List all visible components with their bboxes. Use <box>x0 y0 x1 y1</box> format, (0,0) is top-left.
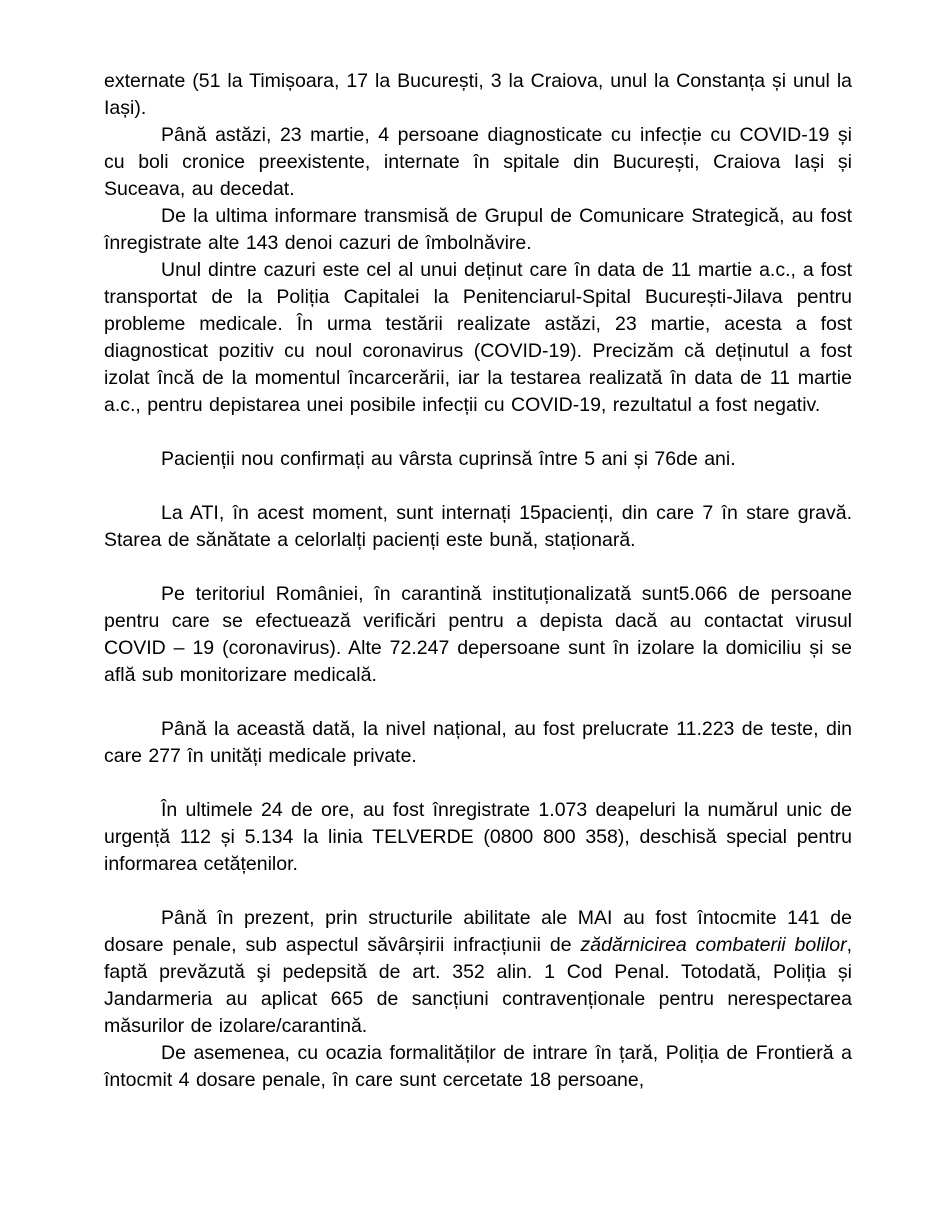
paragraph-detinut: Unul dintre cazuri este cel al unui deținut care în data de 11 martie a.c., a fost transportat de la Poliția Capitalei la Penitenciarul-Spital București-Jilava pentru probleme medicale. În urma testării realizate astăzi, 23 martie, acesta a fost diagnosticat pozitiv cu noul coronavirus (COVID-19). Precizăm că deținutul a fost izolat încă de la momentul încarcerării, iar la testarea realizată în data de 11 martie a.c., pentru depistarea unei posibile infecții cu COVID-19, rezultatul a fost negativ. <box>104 259 852 416</box>
paragraph-apeluri: În ultimele 24 de ore, au fost înregistrate 1.073 deapeluri la numărul unic de urgență 112 și 5.134 la linia TELVERDE (0800 800 358), deschisă special pentru informarea cetățenilor. <box>104 799 852 875</box>
paragraph-teste: Până la această dată, la nivel național, au fost prelucrate 11.223 de teste, din care 277 în unități medicale private. <box>104 718 852 767</box>
paragraph-cazuri-noi: De la ultima informare transmisă de Grupul de Comunicare Strategică, au fost înregistrate alte 143 denoi cazuri de îmbolnăvire. <box>104 205 852 254</box>
paragraph-ati: La ATI, în acest moment, sunt internați 15pacienți, din care 7 în stare gravă. Starea de sănătate a celorlalți pacienți este bună, staționară. <box>104 502 852 551</box>
paragraph-dosare-penale-italic-phrase: zădărnicirea combaterii bolilor <box>580 934 847 956</box>
paragraph-politia-frontiera: De asemenea, cu ocazia formalităților de intrare în țară, Poliția de Frontieră a întocmit 4 dosare penale, în care sunt cercetate 18 persoane, <box>104 1042 852 1091</box>
paragraph-dosare-penale-text-end: , faptă prevăzută şi pedepsită de art. 352 alin. 1 Cod Penal. Totodată, Poliția și Jandarmeria au aplicat 665 de sancțiuni contravenționale pentru nerespectarea măsurilor de izolare/carantină. <box>104 934 852 1037</box>
paragraph-varsta-pacienti: Pacienții nou confirmați au vârsta cuprinsă între 5 ani și 76de ani. <box>161 448 736 470</box>
paragraph-decese: Până astăzi, 23 martie, 4 persoane diagnosticate cu infecție cu COVID-19 și cu boli cronice preexistente, internate în spitale din București, Craiova Iași și Suceava, au decedat. <box>104 124 852 200</box>
paragraph-externate-continuation: externate (51 la Timișoara, 17 la București, 3 la Craiova, unul la Constanța și unul la Iași). <box>104 70 852 119</box>
paragraph-dosare-penale <box>104 905 852 1040</box>
paragraph-dosare-penale-text-start: Până în prezent, prin structurile abilitate ale MAI au fost întocmite 141 de dosare penale, sub aspectul săvârșirii infracțiunii de <box>104 907 852 956</box>
paragraph-carantina: Pe teritoriul României, în carantină instituționalizată sunt5.066 de persoane pentru care se efectuează verificări pentru a depista dacă au contactat virusul COVID – 19 (coronavirus). Alte 72.247 depersoane sunt în izolare la domiciliu și se află sub monitorizare medicală. <box>104 583 852 686</box>
